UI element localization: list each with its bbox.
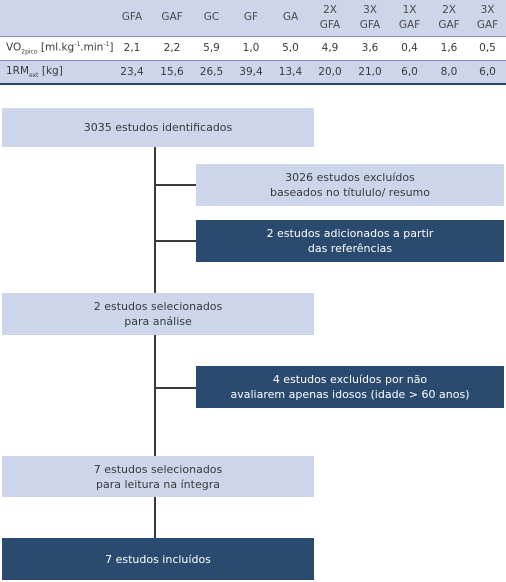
flow-box-fulltext: 7 estudos selecionados para leitura na íntegra [2,456,314,497]
column-header: GF [243,11,259,24]
table-header-row [0,0,506,36]
table-cell: 13,4 [271,60,310,84]
table-cell: 2,2 [152,36,192,60]
connector-line [154,147,156,293]
flow-box-added-references: 2 estudos adicionados a partir das referências [196,220,504,262]
connector-branch [154,240,196,242]
column-header: 3X GAF [476,3,499,31]
table-cell: 15,6 [152,60,192,84]
column-header: 2X GAF [438,3,460,31]
table-cell: 3,6 [350,36,390,60]
table-cell: 2,1 [112,36,152,60]
table-cell: 0,5 [469,36,506,60]
table-cell: 6,0 [469,60,506,84]
connector-line [154,497,156,538]
flow-box-selected-analysis: 2 estudos selecionados para análise [2,293,314,335]
header-empty [0,0,112,36]
table-row-vo2 [0,36,506,60]
flow-box-excluded-age: 4 estudos excluídos por não avaliarem apenas idosos (idade > 60 anos) [196,366,504,408]
table-cell: 23,4 [112,60,152,84]
connector-line [154,335,156,456]
row-label-1rm: $1RM_{ext}$ [kg] [0,60,112,84]
connector-branch [154,184,196,186]
flow-box-excluded-title: 3026 estudos excluídos baseados no títululo/ resumo [196,164,504,206]
table-cell: 39,4 [231,60,271,84]
table-cell: 1,6 [429,36,469,60]
table-cell: 4,9 [310,36,350,60]
table-row-1rm [0,60,506,84]
table-cell: 1,0 [231,36,271,60]
column-header: GA [282,11,299,24]
column-header: GAF [161,11,183,24]
table-cell: 8,0 [429,60,469,84]
flow-box-identified: 3035 estudos identificados [2,108,314,147]
flow-box-included: 7 estudos incluídos [2,538,314,580]
table-cell: 26,5 [192,60,231,84]
column-header: 2X GFA [319,3,341,31]
table-cell: 5,9 [192,36,231,60]
results-table [0,0,506,85]
table-cell: 5,0 [271,36,310,60]
table-cell: 21,0 [350,60,390,84]
table-cell: 6,0 [390,60,429,84]
table-cell: 20,0 [310,60,350,84]
row-label-vo2: $VO_{2pico}$ $[ml.kg^{-1}.\min^{-1}]$ [0,36,112,60]
column-header: GFA [121,11,143,24]
connector-branch [154,387,196,389]
table-cell: 0,4 [390,36,429,60]
column-header: GC [203,11,220,24]
column-header: 1X GAF [398,3,421,31]
column-header: 3X GFA [359,3,381,31]
